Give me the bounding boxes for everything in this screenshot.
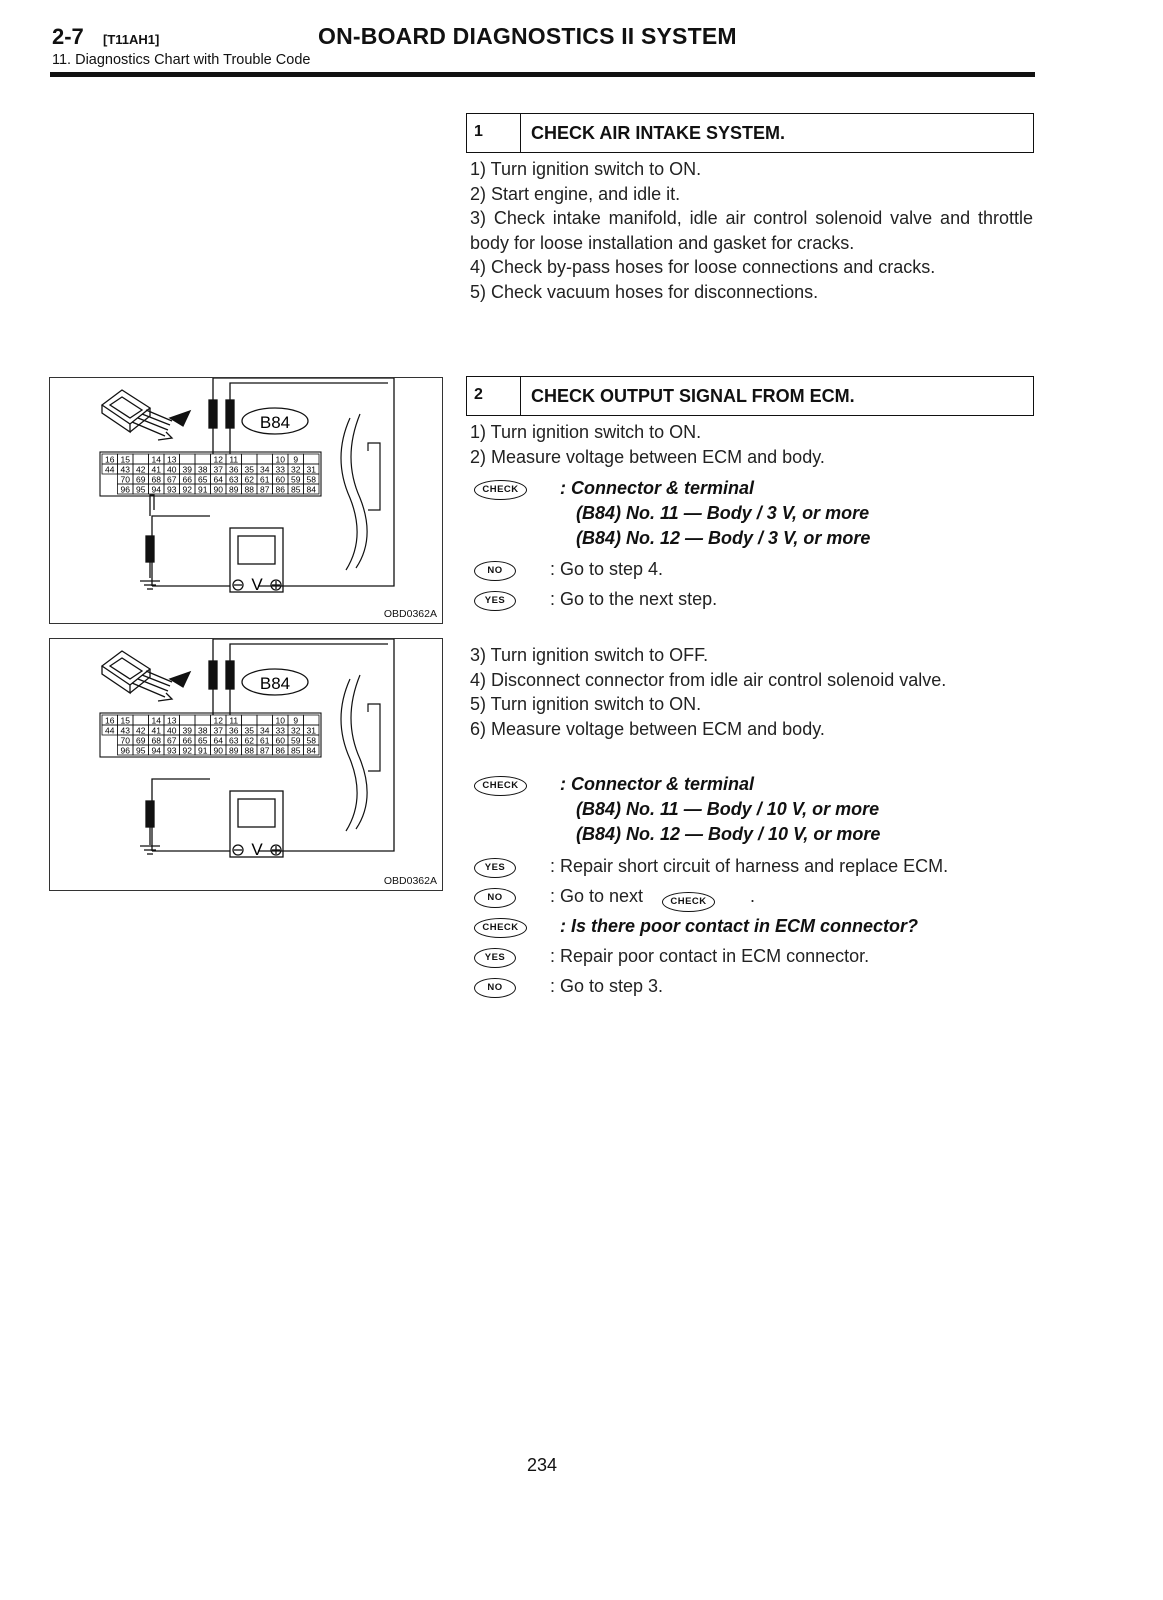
check-3-question: : Is there poor contact in ECM connector? <box>560 916 919 936</box>
terminal-number: 42 <box>136 464 146 475</box>
terminal-number: 87 <box>260 745 270 756</box>
header-rule <box>50 72 1035 77</box>
terminal-number: 64 <box>213 735 223 746</box>
terminal-number: 34 <box>260 725 270 736</box>
check-spec-line: (B84) No. 11 — Body / 3 V, or more <box>576 503 870 523</box>
terminal-number: 69 <box>136 474 146 485</box>
page-title: ON-BOARD DIAGNOSTICS II SYSTEM <box>318 23 737 49</box>
instruction-line: 6) Measure voltage between ECM and body. <box>470 718 825 739</box>
instruction-line: 3) Turn ignition switch to OFF. <box>470 645 709 665</box>
yes-1-text: : Go to the next step. <box>550 589 718 609</box>
terminal-number: 14 <box>151 454 161 465</box>
step-1-header <box>466 113 1034 153</box>
check-badge-icon: CHECK <box>474 776 527 796</box>
terminal-number: 32 <box>291 725 301 736</box>
step-2-number: 2 <box>467 377 521 415</box>
connector-plug-icon <box>102 651 190 701</box>
section-number: 2-7 <box>52 24 84 49</box>
terminal-number: 89 <box>229 484 239 495</box>
step-1-instructions <box>470 157 1033 304</box>
terminal-number: 12 <box>213 715 223 726</box>
terminal-cell <box>304 454 320 464</box>
ground-icon <box>140 801 230 854</box>
terminal-number: 13 <box>167 715 177 726</box>
terminal-number: 95 <box>136 745 146 756</box>
terminal-number: 65 <box>198 474 208 485</box>
terminal-number: 86 <box>275 484 285 495</box>
terminal-number: 96 <box>120 484 130 495</box>
check-spec-line: (B84) No. 12 — Body / 10 V, or more <box>576 824 881 844</box>
terminal-number: 35 <box>244 464 254 475</box>
check-3-row <box>474 916 1034 942</box>
terminal-cell <box>180 715 196 725</box>
instruction-line: 1) Turn ignition switch to ON. <box>470 422 702 442</box>
terminal-number: 93 <box>167 745 177 756</box>
terminal-number: 43 <box>120 464 130 475</box>
figure-id: OBD0362A <box>383 608 437 620</box>
step-2-title: CHECK OUTPUT SIGNAL FROM ECM. <box>531 386 855 406</box>
instruction-line: 2) Measure voltage between ECM and body. <box>470 446 825 467</box>
terminal-number: 94 <box>151 484 161 495</box>
terminal-cell <box>195 715 211 725</box>
terminal-cell <box>195 454 211 464</box>
wiring-diagram-1 <box>50 378 444 625</box>
terminal-cell <box>304 715 320 725</box>
wiring-diagram-figure-1 <box>49 377 443 624</box>
wiring-diagram-2 <box>50 639 444 892</box>
instruction-line: 4) Check by-pass hoses for loose connections and cracks. <box>470 257 936 277</box>
terminal-number: 58 <box>306 735 316 746</box>
no-2-period: . <box>750 886 756 906</box>
terminal-grid <box>100 713 321 757</box>
no-3-text: : Go to step 3. <box>550 976 664 996</box>
terminal-number: 32 <box>291 464 301 475</box>
terminal-number: 87 <box>260 484 270 495</box>
check-badge-icon: CHECK <box>474 480 527 500</box>
no-2-row <box>474 886 874 912</box>
yes-badge-icon: YES <box>474 591 516 611</box>
terminal-number: 36 <box>229 725 239 736</box>
terminal-number: 61 <box>260 474 270 485</box>
wiring-diagram-figure-2 <box>49 638 443 891</box>
terminal-number: 13 <box>167 454 177 465</box>
terminal-number: 93 <box>167 484 177 495</box>
terminal-cell <box>257 454 273 464</box>
terminal-number: 41 <box>151 725 161 736</box>
terminal-number: 14 <box>151 715 161 726</box>
instruction-line: 5) Check vacuum hoses for disconnections. <box>470 281 819 302</box>
terminal-number: 69 <box>136 735 146 746</box>
check-label: : Connector & terminal <box>560 774 755 794</box>
terminal-number: 60 <box>275 474 285 485</box>
terminal-number: 92 <box>182 745 192 756</box>
step-2-header <box>466 376 1034 416</box>
terminal-number: 38 <box>198 725 208 736</box>
terminal-number: 15 <box>120 715 130 726</box>
yes-badge-icon: YES <box>474 858 516 878</box>
terminal-number: 70 <box>120 474 130 485</box>
figure-id: OBD0362A <box>383 875 437 887</box>
instruction-line: 2) Start engine, and idle it. <box>470 183 681 204</box>
page-number: 234 <box>527 1455 558 1475</box>
check-badge-icon: CHECK <box>662 892 715 912</box>
ground-icon <box>140 536 230 589</box>
terminal-number: 85 <box>291 745 301 756</box>
terminal-number: 16 <box>105 715 115 726</box>
terminal-number: 96 <box>120 745 130 756</box>
terminal-number: 86 <box>275 745 285 756</box>
check-spec-line: (B84) No. 12 — Body / 3 V, or more <box>576 528 871 548</box>
voltmeter-label: V <box>251 575 263 594</box>
terminal-number: 91 <box>198 745 208 756</box>
step-2-instructions-a <box>470 420 1033 469</box>
terminal-number: 64 <box>213 474 223 485</box>
instruction-line: 5) Turn ignition switch to ON. <box>470 694 702 714</box>
terminal-number: 84 <box>306 484 316 495</box>
instruction-line: 4) Disconnect connector from idle air control solenoid valve. <box>470 669 947 690</box>
terminal-number: 10 <box>275 454 285 465</box>
terminal-number: 84 <box>306 745 316 756</box>
terminal-number: 65 <box>198 735 208 746</box>
yes-2-text: : Repair short circuit of harness and replace ECM. <box>550 856 949 876</box>
yes-badge-icon: YES <box>474 948 516 968</box>
terminal-number: 68 <box>151 735 161 746</box>
terminal-number: 35 <box>244 725 254 736</box>
terminal-number: 31 <box>306 725 316 736</box>
terminal-cell <box>180 454 196 464</box>
terminal-number: 15 <box>120 454 130 465</box>
terminal-cell <box>133 715 149 725</box>
terminal-number: 61 <box>260 735 270 746</box>
terminal-number: 88 <box>244 745 254 756</box>
check-badge-icon: CHECK <box>474 918 527 938</box>
terminal-cell <box>242 715 258 725</box>
instruction-line: 3) Check intake manifold, idle air control solenoid valve and throttle body for loose installation and gasket for cracks. <box>470 208 1033 253</box>
terminal-number: 88 <box>244 484 254 495</box>
terminal-number: 33 <box>275 725 285 736</box>
terminal-number: 37 <box>213 464 223 475</box>
yes-3-text: : Repair poor contact in ECM connector. <box>550 946 870 966</box>
terminal-number: 39 <box>182 725 192 736</box>
terminal-number: 63 <box>229 474 239 485</box>
no-badge-icon: NO <box>474 888 516 908</box>
step-2-instructions-b <box>470 643 1033 741</box>
terminal-number: 62 <box>244 735 254 746</box>
terminal-number: 9 <box>293 715 299 726</box>
terminal-number: 67 <box>167 474 177 485</box>
terminal-number: 11 <box>229 715 239 726</box>
terminal-number: 36 <box>229 464 239 475</box>
terminal-number: 91 <box>198 484 208 495</box>
terminal-number: 12 <box>213 454 223 465</box>
terminal-number: 92 <box>182 484 192 495</box>
terminal-number: 10 <box>275 715 285 726</box>
terminal-number: 90 <box>213 484 223 495</box>
terminal-number: 37 <box>213 725 223 736</box>
terminal-number: 11 <box>229 454 239 465</box>
check-spec-line: (B84) No. 11 — Body / 10 V, or more <box>576 799 880 819</box>
terminal-number: 44 <box>105 464 115 475</box>
terminal-number: 66 <box>182 735 192 746</box>
terminal-number: 38 <box>198 464 208 475</box>
no-1-text: : Go to step 4. <box>550 559 664 579</box>
terminal-number: 67 <box>167 735 177 746</box>
no-badge-icon: NO <box>474 561 516 581</box>
terminal-number: 63 <box>229 735 239 746</box>
terminal-grid <box>100 452 321 496</box>
terminal-number: 68 <box>151 474 161 485</box>
terminal-number: 42 <box>136 725 146 736</box>
page-subtitle: 11. Diagnostics Chart with Trouble Code <box>52 52 311 68</box>
connector-id: B84 <box>259 674 291 693</box>
terminal-number: 89 <box>229 745 239 756</box>
terminal-number: 59 <box>291 735 301 746</box>
terminal-number: 90 <box>213 745 223 756</box>
terminal-number: 40 <box>167 464 177 475</box>
no-badge-icon: NO <box>474 978 516 998</box>
voltmeter-label: V <box>251 840 263 859</box>
terminal-number: 60 <box>275 735 285 746</box>
terminal-cell <box>257 715 273 725</box>
terminal-number: 95 <box>136 484 146 495</box>
terminal-number: 39 <box>182 464 192 475</box>
terminal-number: 44 <box>105 725 115 736</box>
terminal-number: 31 <box>306 464 316 475</box>
no-2-text: : Go to next <box>550 886 644 906</box>
terminal-number: 70 <box>120 735 130 746</box>
terminal-number: 59 <box>291 474 301 485</box>
section-code: [T11AH1] <box>103 32 160 47</box>
connector-id: B84 <box>259 413 291 432</box>
terminal-number: 40 <box>167 725 177 736</box>
step-1-number: 1 <box>467 114 521 152</box>
check-label: : Connector & terminal <box>560 478 755 498</box>
terminal-number: 9 <box>293 454 299 465</box>
terminal-number: 85 <box>291 484 301 495</box>
step-1-title: CHECK AIR INTAKE SYSTEM. <box>531 123 786 143</box>
terminal-number: 33 <box>275 464 285 475</box>
terminal-cell <box>133 454 149 464</box>
terminal-number: 94 <box>151 745 161 756</box>
terminal-number: 16 <box>105 454 115 465</box>
connector-plug-icon <box>102 390 190 440</box>
terminal-number: 58 <box>306 474 316 485</box>
instruction-line: 1) Turn ignition switch to ON. <box>470 159 702 179</box>
terminal-number: 34 <box>260 464 270 475</box>
terminal-number: 43 <box>120 725 130 736</box>
terminal-cell <box>242 454 258 464</box>
terminal-number: 66 <box>182 474 192 485</box>
terminal-number: 62 <box>244 474 254 485</box>
terminal-number: 41 <box>151 464 161 475</box>
